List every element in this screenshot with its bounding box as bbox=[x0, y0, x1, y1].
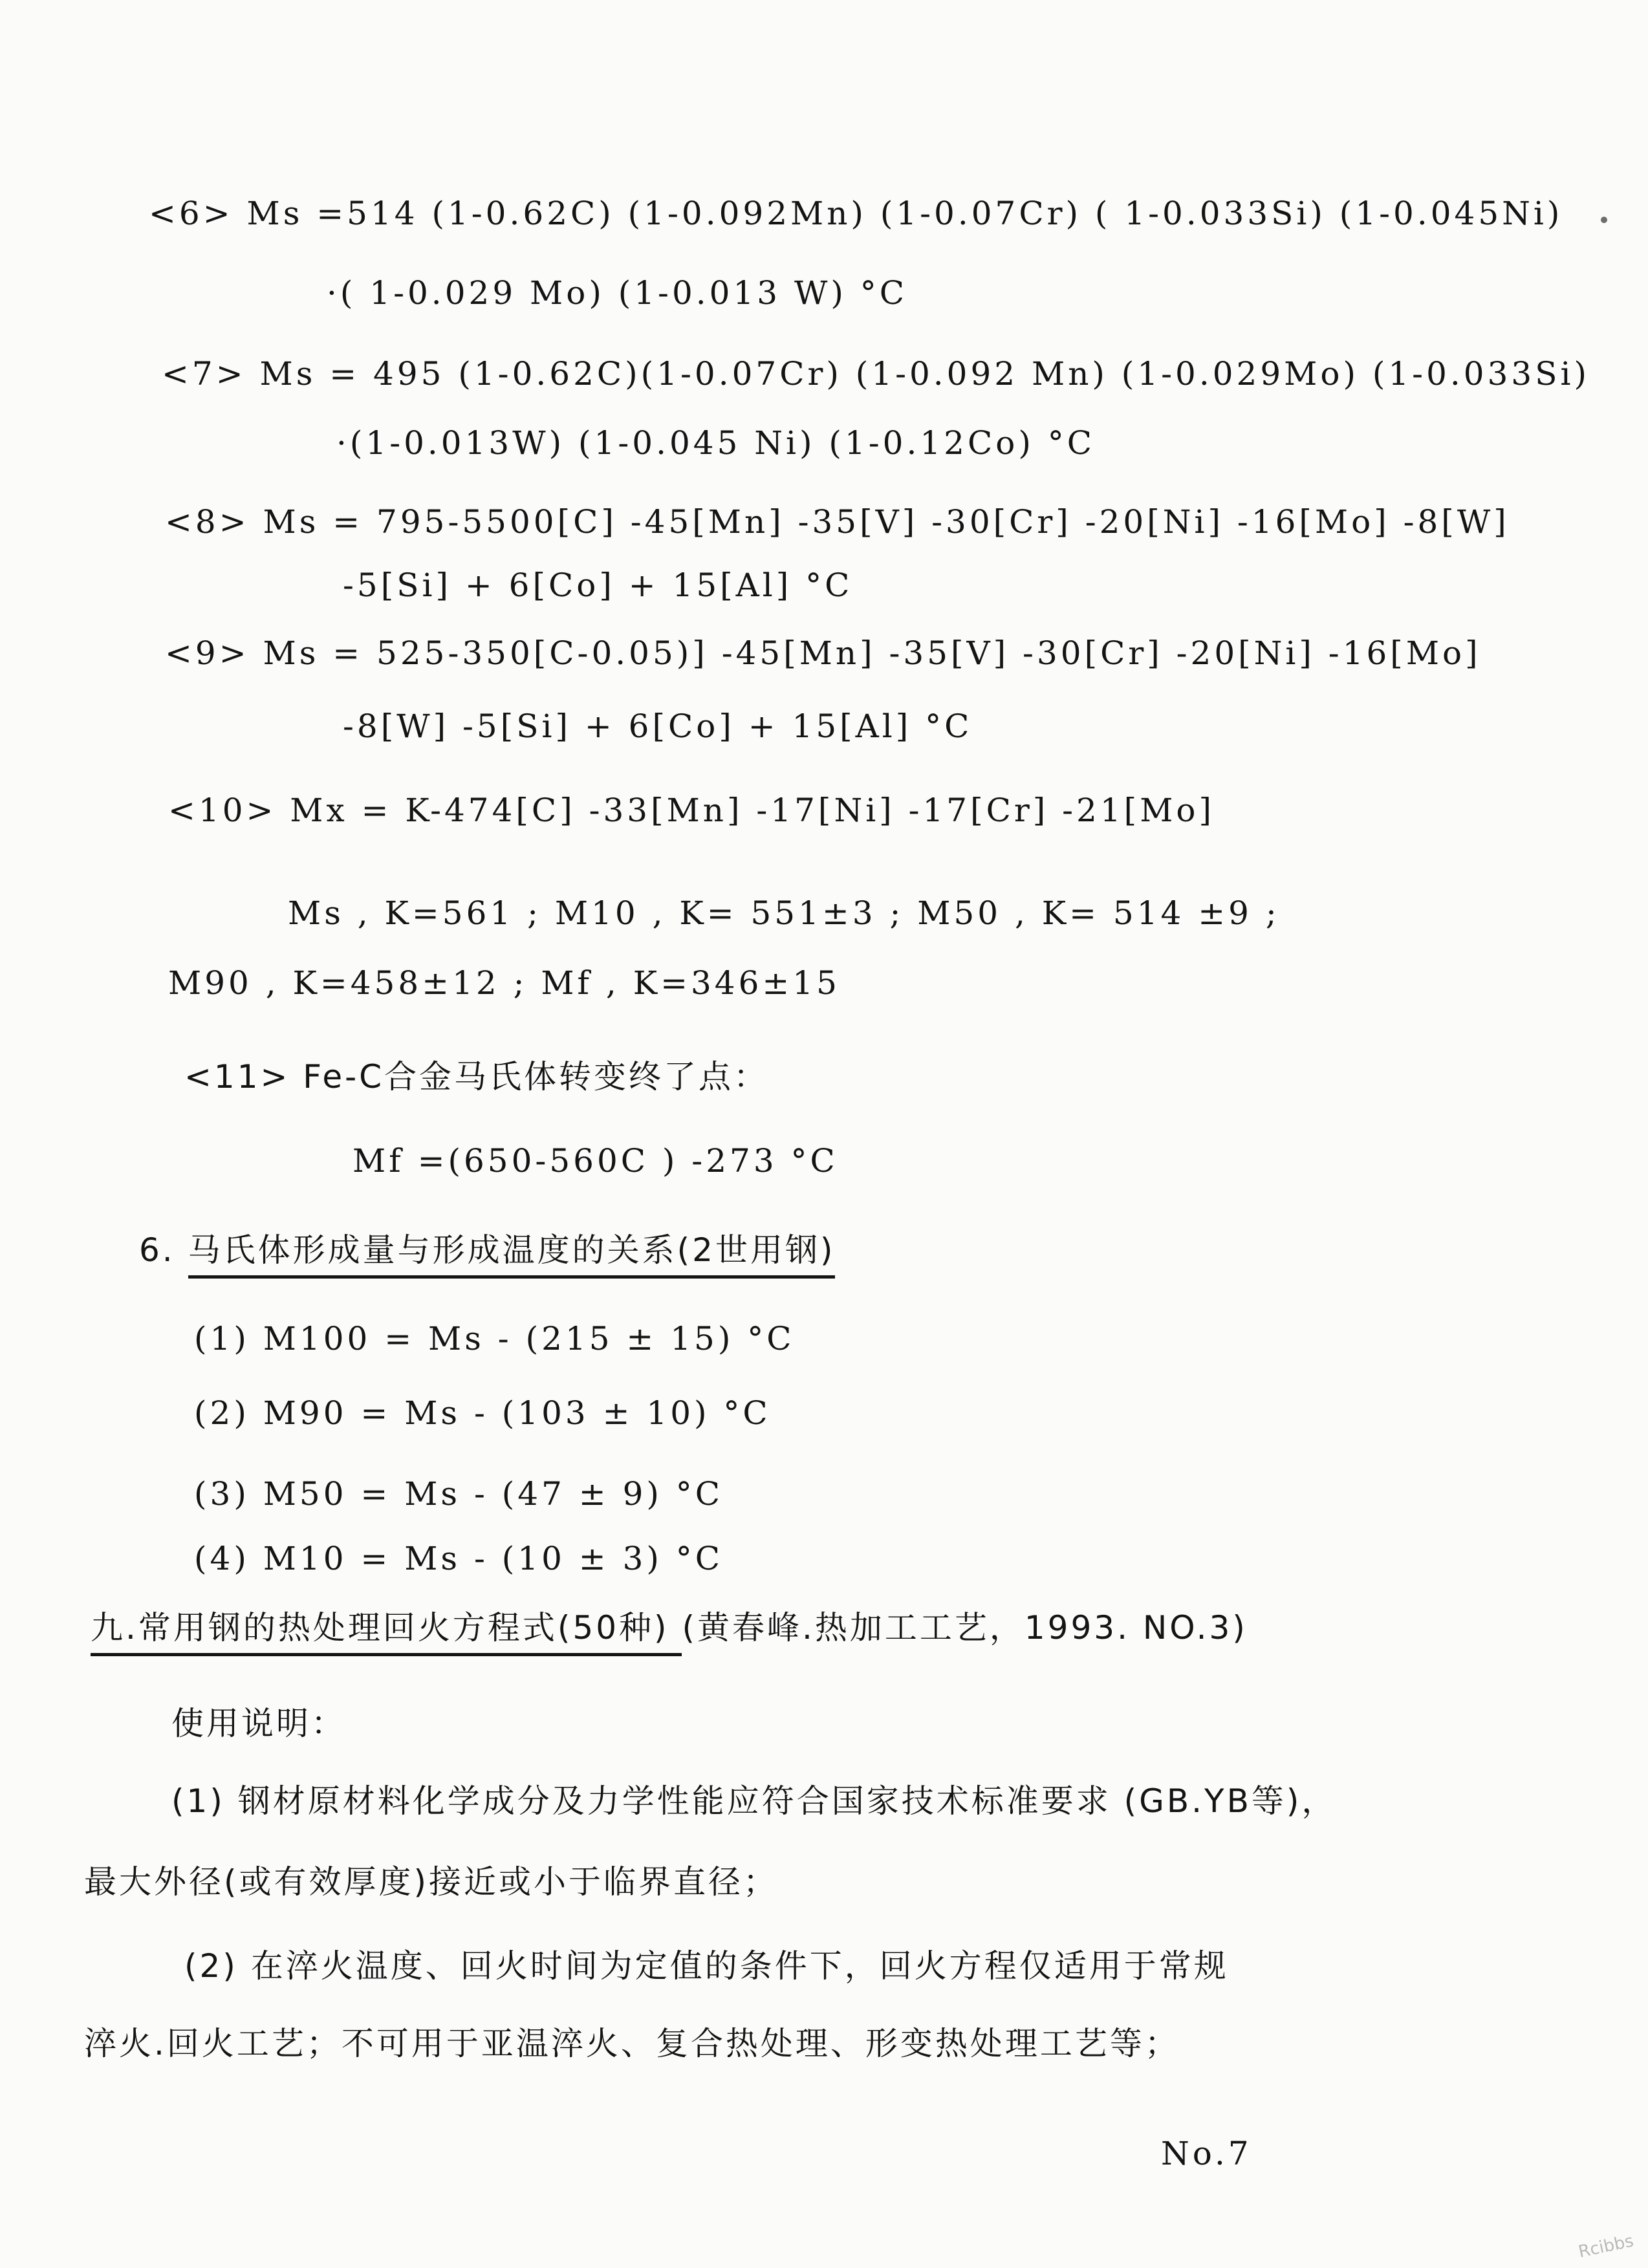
formula-10-constants-1: Ms , K=561 ; M10 , K= 551±3 ; M50 , K= 514 ±9 ; bbox=[288, 894, 1280, 932]
formula-11-title: <11> Fe-C合金马氏体转变终了点： bbox=[184, 1058, 769, 1096]
section-6-item-2: (2) M90 = Ms - (103 ± 10) °C bbox=[194, 1394, 771, 1432]
formula-8-line-2: -5[Si] + 6[Co] + 15[Al] °C bbox=[343, 567, 853, 604]
ink-speck bbox=[1601, 217, 1607, 223]
section-6-item-3: (3) M50 = Ms - (47 ± 9) °C bbox=[194, 1475, 724, 1513]
section-6-heading bbox=[139, 1231, 836, 1269]
section-9-source: (黄春峰.热加工工艺，1993. NO.3) bbox=[682, 1609, 1248, 1647]
formula-10-constants-2: M90 , K=458±12 ; Mf , K=346±15 bbox=[168, 964, 840, 1002]
usage-para-1-line-1: (1) 钢材原材料化学成分及力学性能应符合国家技术标准要求 (GB.YB等)， bbox=[171, 1782, 1337, 1820]
watermark-logo: Rcibbs bbox=[1576, 2231, 1636, 2262]
formula-11: Mf =(650-560C ) -273 °C bbox=[352, 1142, 838, 1180]
formula-10: <10> Mx = K-474[C] -33[Mn] -17[Ni] -17[Cr] -21[Mo] bbox=[168, 792, 1215, 829]
section-6-item-1: (1) M100 = Ms - (215 ± 15) °C bbox=[194, 1320, 795, 1357]
formula-9-line-2: -8[W] -5[Si] + 6[Co] + 15[Al] °C bbox=[343, 707, 973, 745]
usage-para-2-line-1: (2) 在淬火温度、回火时间为定值的条件下，回火方程仅适用于常规 bbox=[184, 1947, 1229, 1985]
section-6-title: 马氏体形成量与形成温度的关系(2世用钢) bbox=[188, 1231, 836, 1279]
usage-para-1-line-2: 最大外径(或有效厚度)接近或小于临界直径； bbox=[84, 1863, 779, 1901]
section-6-item-4: (4) M10 = Ms - (10 ± 3) °C bbox=[194, 1540, 724, 1577]
usage-para-2-line-2: 淬火.回火工艺；不可用于亚温淬火、复合热处理、形变热处理工艺等； bbox=[84, 2025, 1180, 2062]
formula-6-line-1: <6> Ms =514 (1-0.62C) (1-0.092Mn) (1-0.07Cr) ( 1-0.033Si) (1-0.045Ni) bbox=[149, 195, 1563, 232]
formula-6-line-2: ·( 1-0.029 Mo) (1-0.013 W) °C bbox=[327, 274, 908, 312]
formula-9-line-1: <9> Ms = 525-350[C-0.05)] -45[Mn] -35[V] -30[Cr] -20[Ni] -16[Mo] bbox=[165, 634, 1481, 672]
section-6-number: 6. bbox=[139, 1231, 175, 1269]
usage-title: 使用说明： bbox=[171, 1705, 346, 1742]
section-9-heading bbox=[91, 1609, 1248, 1647]
formula-7-line-1: <7> Ms = 495 (1-0.62C)(1-0.07Cr) (1-0.092 Mn) (1-0.029Mo) (1-0.033Si) bbox=[162, 355, 1590, 393]
section-9-title: 九.常用钢的热处理回火方程式(50种) bbox=[91, 1609, 682, 1656]
page-number: No.7 bbox=[1161, 2135, 1252, 2172]
formula-7-line-2: ·(1-0.013W) (1-0.045 Ni) (1-0.12Co) °C bbox=[336, 424, 1095, 462]
formula-8-line-1: <8> Ms = 795-5500[C] -45[Mn] -35[V] -30[Cr] -20[Ni] -16[Mo] -8[W] bbox=[165, 503, 1510, 541]
